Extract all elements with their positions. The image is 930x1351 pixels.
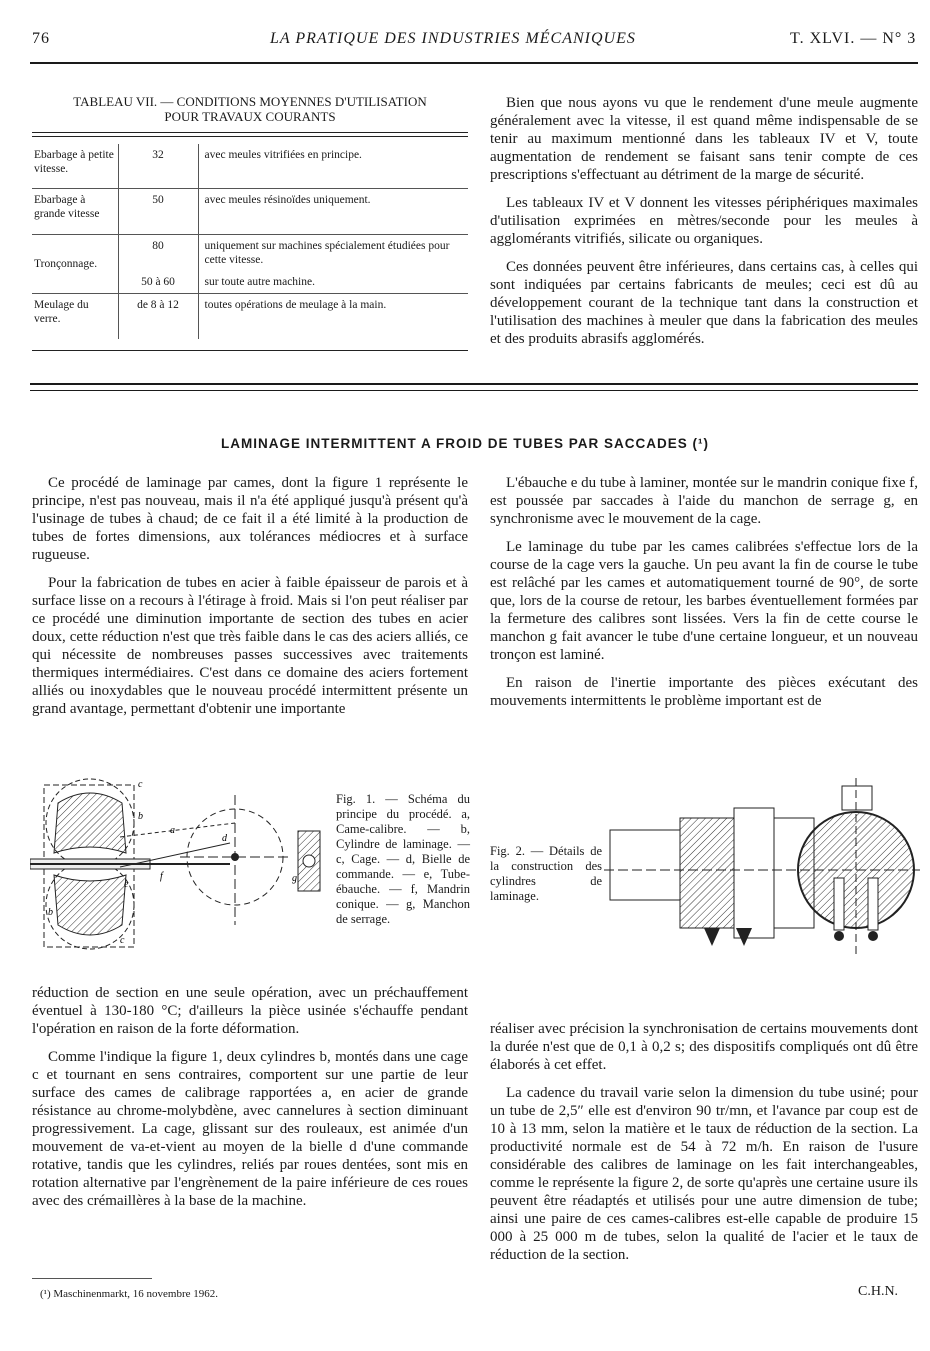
figure-1-caption: Fig. 1. — Schéma du principe du procédé. a, Came-calibre. — b, Cylindre de laminage. — c, Cage. — d, Bielle de commande. — e, Tube-ébauche. — f, Mandrin conique. — g, Manchon de serrage. (336, 792, 470, 926)
table-cell-operation: Meulage du verre. (32, 293, 118, 339)
right-nut-left (834, 931, 844, 941)
table-row (32, 293, 468, 339)
table-cell-operation: Ebarbage à grande vitesse (32, 188, 118, 234)
paragraph: Ces données peuvent être inférieures, dans certains cas, à celles qui sont indiquées par certains fabricants de meules; ceci est dû au développement courant de la technique tant dans la construction et l'utilisation des machines à meuler que dans la fabrication des meules et des produits abrasifs agglomérés. (490, 259, 918, 347)
paragraph: réaliser avec précision la synchronisation de certains mouvements dont la durée n'est que de 0,1 à 0,2 s; des dispositifs compliqués ont dû être élaborés à cet effet. (490, 1021, 918, 1073)
figure-2-diagram (604, 778, 920, 958)
paragraph: L'ébauche e du tube à laminer, montée sur le mandrin conique fixe f, est poussée par saccades à l'aide du manchon de serrage g, en synchronisme avec le mouvement de la cage. (490, 475, 918, 527)
right-bolt-right (868, 878, 878, 930)
page-number: 76 (32, 30, 50, 47)
table-cell-note: avec meules résinoïdes uniquement. (198, 188, 468, 234)
journal-title: LA PRATIQUE DES INDUSTRIES MÉCANIQUES (270, 30, 636, 47)
section-rule-top (30, 383, 918, 385)
article-title: LAMINAGE INTERMITTENT A FROID DE TUBES PAR SACCADES (¹) (221, 436, 709, 451)
table-cell-operation: Tronçonnage. (32, 234, 118, 293)
table-cell-note: avec meules vitrifiées en principe. (198, 144, 468, 188)
table-cell-note: uniquement sur machines spécialement étudiées pour cette vitesse. (198, 234, 468, 271)
table-cell-note: sur toute autre machine. (198, 271, 468, 294)
section-rule-bottom (30, 390, 918, 391)
paragraph: La cadence du travail varie selon la dimension du tube usiné; pour un tube de 2,5″ elle est d'environ 90 tr/mn, et l'avance par coup est de 10 à 13 mm, selon la matière et le taux de réduction de la section. La productivité normale est de 54 à 72 m/h. En raison de l'usure considérable des calibres de laminage on les fait interchangeables, comme le représente la figure 2, de sorte qu'après une certaine usure ils peuvent être réadaptés et utilisés pour une autre dimension de tube; ainsi une paire de ces cames-calibres est-elle capable de produire 15 000 à 25 000 m de tubes, selon la qualité de l'acier et le taux de réduction de la section. (490, 1085, 918, 1263)
fig1-label: b (138, 811, 143, 822)
article-left-column-1 (32, 474, 468, 728)
table-cell-speed: de 8 à 12 (118, 293, 198, 339)
top-right-column (490, 94, 918, 358)
table-cell-speed: 32 (118, 144, 198, 188)
volume-number: T. XLVI. — N° 3 (790, 30, 917, 47)
sleeve-bore (303, 855, 315, 867)
article-right-column-1 (490, 474, 918, 720)
left-roll-body (680, 818, 734, 928)
table-cell-speed: 50 à 60 (118, 271, 198, 294)
figure-1-diagram (30, 775, 340, 955)
table-title (32, 94, 468, 124)
table-top-rule (32, 132, 468, 137)
fig1-label: e (124, 879, 129, 890)
paragraph: Pour la fabrication de tubes en acier à faible épaisseur de parois et à surface lisse on a recours à l'étirage à froid. Mais si l'on peut réaliser par ce procédé une diminution importante de section des tubes en acier doux, cette réduction n'est que très faible dans le cas des aciers alliés, ce qui nécessite de nombreuses passes successives avec traitements thermiques intermédiaires. C'est dans ce domaine des aciers fortement alliés ou inoxydables que le nouveau procédé intermittent présente un grand avantage, permettant d'obtenir une importante (32, 575, 468, 717)
upper-cam (54, 793, 126, 853)
fig1-label: c (138, 779, 143, 790)
paragraph: En raison de l'inertie importante des pièces exécutant des mouvements intermittents le problème important est de (490, 675, 918, 709)
table-title-line1: TABLEAU VII. — CONDITIONS MOYENNES D'UTILISATION (73, 94, 427, 109)
left-bolt (704, 928, 720, 946)
footnote: (¹) Maschinenmarkt, 16 novembre 1962. (40, 1288, 219, 1300)
table-row (32, 144, 468, 188)
table-row (32, 188, 468, 234)
article-left-column-2 (32, 984, 468, 1220)
table-cell-operation: Ebarbage à petite vitesse. (34, 149, 114, 175)
figure-2-caption: Fig. 2. — Détails de la construction des cylindres de laminage. (490, 844, 602, 903)
table-cell-note: toutes opérations de meulage à la main. (198, 293, 468, 339)
table-cell-speed: 50 (118, 188, 198, 234)
conditions-table (32, 144, 468, 339)
paragraph: Ce procédé de laminage par cames, dont la figure 1 représente le principe, n'est pas nouveau, mais il n'a été appliqué jusqu'à présent qu'à l'usinage de tubes à chaud; de ce fait il a été limité à la production de tubes de fortes dimensions, aux tolérances médiocres et à surface rugueuse. (32, 475, 468, 563)
paragraph: réduction de section en une seule opération, avec un préchauffement éventuel à 130-180 °C; d'ailleurs la pièce usinée s'échauffe pendant l'opération en raison de la forte déformation. (32, 985, 468, 1037)
table-row (32, 234, 468, 271)
fig1-label: g (292, 873, 297, 884)
paragraph: Les tableaux IV et V donnent les vitesses périphériques maximales d'utilisation exprimées en mètres/seconde pour les meules à agglomérants vitrifiés, silicate ou organiques. (490, 195, 918, 247)
center-bolt (736, 928, 752, 946)
lower-cam (54, 875, 126, 935)
table-title-line2: POUR TRAVAUX COURANTS (164, 109, 336, 124)
right-bolt-left (834, 878, 844, 930)
author-signature: C.H.N. (858, 1284, 899, 1299)
right-nut-right (868, 931, 878, 941)
fig1-label: d (222, 833, 227, 844)
paragraph: Bien que nous ayons vu que le rendement d'une meule augmente généralement avec la vitesse, il est quand même indispensable de se tenir au maximum mentionné dans les tableaux IV et V, toute augmentation de rendement se faisant sans tenir compte de ces prescriptions s'effectuant au détriment de la marge de sécurité. (490, 95, 918, 183)
fig1-label: f (160, 871, 163, 882)
table-bottom-rule (32, 350, 468, 351)
article-right-column-2 (490, 1020, 918, 1274)
left-shaft (610, 830, 680, 900)
paragraph: Comme l'indique la figure 1, deux cylindres b, montés dans une cage c et tournant en sens contraires, comportent sur une partie de leur surface des cames de calibrage rapportées a, en acier de grande résistance au chrome-molybdène, avec cannelures à section diminuant progressivement. La cage, glissant sur des rouleaux, est animée d'un mouvement de va-et-vient au moyen de la bielle d d'une commande rotative, tandis que les cylindres, reliés par roues dentées, sont mis en rotation alternative par l'engrènement de la paire inférieure de ces roues avec des crémaillères à la base de la machine. (32, 1049, 468, 1209)
calibre-insert (734, 808, 774, 938)
fig1-label: c (120, 935, 125, 946)
top-key (842, 786, 872, 810)
header-rule (30, 62, 918, 64)
fig1-label: b (48, 907, 53, 918)
drive-line (120, 823, 235, 837)
table-cell-speed: 80 (118, 234, 198, 271)
footnote-rule (32, 1278, 152, 1279)
paragraph: Le laminage du tube par les cames calibrées s'effectue lors de la course de la cage vers la gauche. Un peu avant la fin de course le tube est relâché par les cames et automatiquement tourné de 90°, de sorte que, lors de la course de retour, les barbes éventuellement formées par la fermeture des calibres sont lissées. Vers la fin de cette course le manchon g fait avancer le tube d'une certaine longueur, et un nouveau tronçon est laminé. (490, 539, 918, 663)
fig1-label: a (170, 825, 175, 836)
